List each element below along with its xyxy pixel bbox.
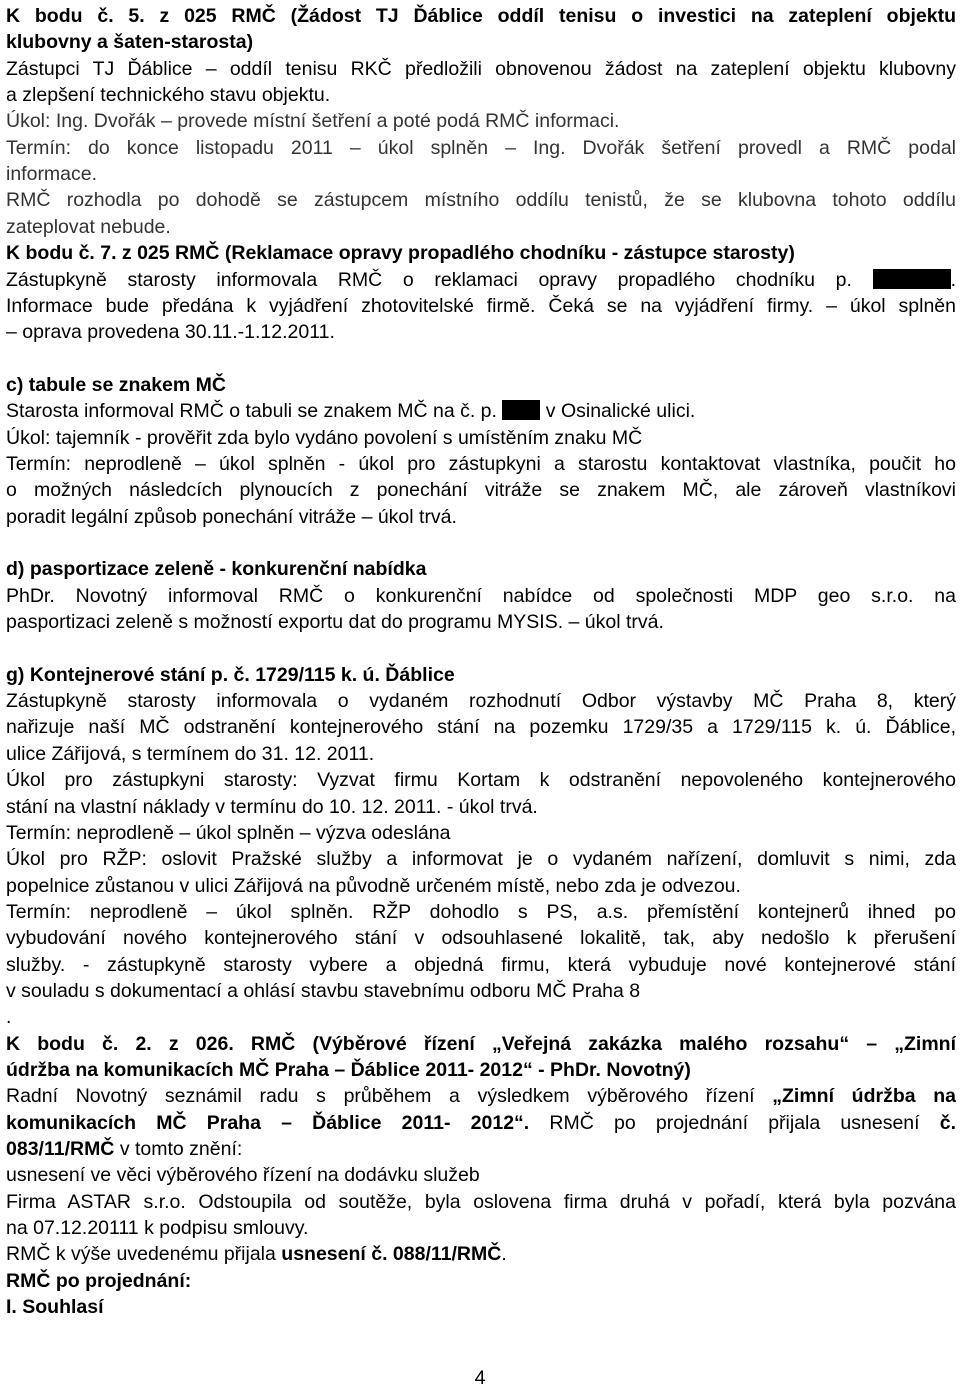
text: Termín: neprodleně – úkol splněn. RŽP dohodlo s PS, a.s. přemístění kontejnerů ihned po — [6, 900, 956, 923]
text-line — [6, 1190, 956, 1214]
text: popelnice zůstanou v ulici Zářijová na původně určeném místě, nebo zda je odvezou. — [6, 874, 741, 897]
text: vybudování nového kontejnerového stání v odsouhlasené lokalitě, tak, aby nedošlo k přerušení — [6, 927, 956, 950]
text-line — [6, 320, 956, 344]
text-line — [6, 30, 956, 54]
text-line — [6, 610, 956, 634]
text-line — [6, 926, 956, 950]
text: . — [501, 1243, 507, 1266]
bold-text: d) pasportizace zeleně - konkurenční nabídka — [6, 558, 427, 581]
text: Starosta informoval RMČ o tabuli se znakem MČ na č. p. — [6, 400, 503, 423]
text-line — [6, 874, 956, 898]
bold-text: g) Kontejnerové stání p. č. 1729/115 k. ú. Ďáblice — [6, 663, 455, 686]
text-line — [6, 1032, 956, 1056]
text: Termín: neprodleně – úkol splněn – výzva odeslána — [6, 821, 451, 844]
text: stání na vlastní náklady v termínu do 10. 12. 2011. - úkol trvá. — [6, 795, 538, 818]
text: . — [6, 1006, 12, 1029]
text-line — [6, 162, 956, 186]
text-line — [6, 268, 956, 292]
text: Úkol pro zástupkyni starosty: Vyzvat firmu Kortam k odstranění nepovoleného kontejnerového — [6, 769, 956, 792]
text: Informace bude předána k vyjádření zhotovitelské firmě. Čeká se na vyjádření firmy. – úkol splněn — [6, 294, 956, 317]
text: . — [950, 268, 956, 291]
bold-text: I. Souhlasí — [6, 1296, 104, 1319]
bold-text: údržba na komunikacích MČ Praha – Ďáblice 2011- 2012“ - PhDr. Novotný) — [6, 1059, 691, 1081]
bold-text: K bodu č. 7. z 025 RMČ (Reklamace opravy propadlého chodníku - zástupce starosty) — [6, 242, 795, 265]
text-line — [6, 689, 956, 713]
page-number: 4 — [474, 1367, 486, 1389]
bold-text: K bodu č. 5. z 025 RMČ (Žádost TJ Ďáblice oddíl tenisu o investici na zateplení objektu — [6, 5, 956, 27]
text-line — [6, 373, 956, 397]
text-line — [6, 1137, 956, 1161]
text-line — [6, 1295, 956, 1319]
text: pasportizaci zeleně s možností exportu dat do programu MYSIS. – úkol trvá. — [6, 611, 664, 634]
text-line — [6, 1084, 956, 1108]
text: usnesení ve věci výběrového řízení na dodávku služeb — [6, 1164, 480, 1187]
redacted-block — [873, 269, 951, 289]
text: RMČ k výše uvedenému přijala — [6, 1243, 282, 1266]
text-line — [6, 900, 956, 924]
text-line — [6, 1269, 956, 1293]
text: služby. - zástupkyně starosty vybere a objedná firmu, která vybuduje nové kontejnerové stání — [6, 953, 956, 976]
text-line — [6, 663, 956, 687]
text: Zástupkyně starosty informovala o vydaném rozhodnutí Odbor výstavby MČ Praha 8, který — [6, 690, 956, 713]
text: RMČ rozhodla po dohodě se zástupcem místního oddílu tenistů, že se klubovna tohoto oddílu — [6, 189, 956, 212]
text-line — [6, 188, 956, 212]
bold-text: c) tabule se znakem MČ — [6, 373, 226, 396]
text: Úkol pro RŽP: oslovit Pražské služby a informovat je o vydaném nařízení, domluvit s nimi, zda — [6, 848, 956, 871]
text: PhDr. Novotný informoval RMČ o konkurenční nabídce od společnosti MDP geo s.r.o. na — [6, 584, 956, 607]
text-line — [6, 399, 956, 423]
text: Termín: do konce listopadu 2011 – úkol splněn – Ing. Dvořák šetření provedl a RMČ podal — [6, 136, 956, 159]
bold-text: klubovny a šaten-starosta) — [6, 31, 254, 54]
text: poradit legální způsob ponechání vitráže – úkol trvá. — [6, 505, 457, 528]
text-line — [6, 57, 956, 81]
text: o možných následcích plynoucích z ponechání vitráže se znakem MČ, ale zároveň vlastníkovi — [6, 479, 956, 502]
text-line — [6, 979, 956, 1003]
text: RMČ po projednání přijala usnesení — [529, 1111, 940, 1134]
text-line — [6, 426, 956, 450]
text: Zástupci TJ Ďáblice – oddíl tenisu RKČ předložili obnovenou žádost na zateplení objektu klubovny — [6, 57, 956, 80]
text-line — [6, 821, 956, 845]
text-line — [6, 83, 956, 107]
bold-text: usnesení č. 088/11/RMČ — [281, 1243, 502, 1266]
text: Radní Novotný seznámil radu s průběhem a výsledkem výběrového řízení — [6, 1085, 773, 1108]
text: a zlepšení technického stavu objektu. — [6, 84, 331, 107]
text-line — [6, 215, 956, 239]
text: Úkol: tajemník - prověřit zda bylo vydáno povolení s umístěním znaku MČ — [6, 426, 643, 449]
text-line — [6, 847, 956, 871]
text-line — [6, 505, 956, 529]
text-line — [6, 109, 956, 133]
text-line — [6, 953, 956, 977]
text-line — [6, 584, 956, 608]
text: informace. — [6, 163, 98, 186]
bold-text: komunikacích MČ Praha – Ďáblice 2011- 2012“. — [6, 1111, 530, 1134]
text-line — [6, 478, 956, 502]
text: v tomto znění: — [114, 1138, 243, 1161]
text: ulice Zářijová, s termínem do 31. 12. 2011. — [6, 742, 375, 765]
text-line — [6, 1058, 956, 1082]
text: Firma ASTAR s.r.o. Odstoupila od soutěže, byla oslovena firma druhá v pořadí, která byla pozvána — [6, 1190, 956, 1213]
bold-text: RMČ po projednání: — [6, 1269, 192, 1292]
text-line — [6, 136, 956, 160]
text-line — [6, 1163, 956, 1187]
text-line — [6, 1005, 956, 1029]
text-line — [6, 1242, 956, 1266]
text-line — [6, 768, 956, 792]
text: zateplovat nebude. — [6, 215, 171, 238]
redacted-block — [502, 400, 540, 420]
bold-text: č. — [939, 1111, 956, 1134]
text-line — [6, 241, 956, 265]
text-line — [6, 1111, 956, 1135]
text: v souladu s dokumentací a ohlásí stavbu stavebnímu odboru MČ Praha 8 — [6, 979, 641, 1002]
text-line — [6, 4, 956, 28]
text-line — [6, 1216, 956, 1240]
text: Termín: neprodleně – úkol splněn - úkol pro zástupkyni a starostu kontaktovat vlastníka, poučit ho — [6, 452, 956, 475]
text-line — [6, 742, 956, 766]
text: Zástupkyně starosty informovala RMČ o reklamaci opravy propadlého chodníku p. — [6, 268, 873, 291]
text-line — [6, 294, 956, 318]
text-line — [6, 557, 956, 581]
text-line — [6, 452, 956, 476]
text: na 07.12.20111 k podpisu smlouvy. — [6, 1217, 309, 1240]
text: nařizuje naší MČ odstranění kontejnerového stání na pozemku 1729/35 a 1729/115 k. ú. Ďáblice, — [6, 716, 956, 739]
bold-text: K bodu č. 2. z 026. RMČ (Výběrové řízení „Veřejná zakázka malého rozsahu“ – „Zimní — [6, 1032, 956, 1055]
text: v Osinalické ulici. — [540, 400, 696, 423]
bold-text: „Zimní údržba na — [772, 1085, 956, 1108]
text-line — [6, 795, 956, 819]
bold-text: 083/11/RMČ — [6, 1138, 115, 1161]
text-line — [6, 715, 956, 739]
text: – oprava provedena 30.11.-1.12.2011. — [6, 321, 335, 344]
text: Úkol: Ing. Dvořák – provede místní šetření a poté podá RMČ informaci. — [6, 110, 620, 133]
